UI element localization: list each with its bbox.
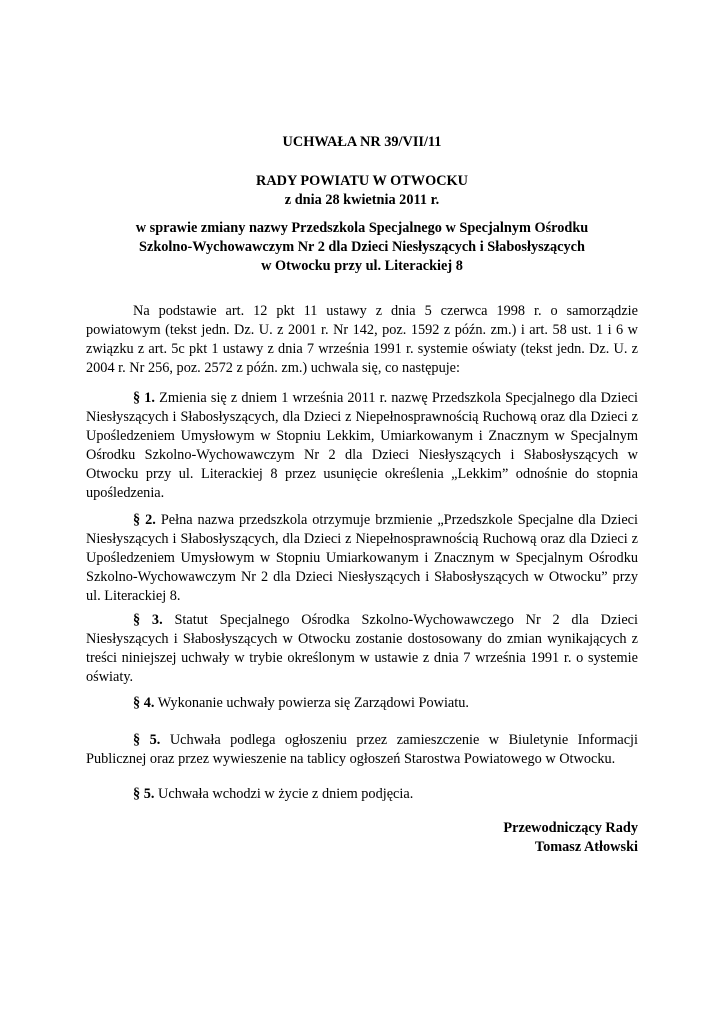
section-number: § 4. (133, 695, 155, 711)
section-text: Uchwała wchodzi w życie z dniem podjęcia. (158, 786, 414, 802)
section-6 (86, 785, 638, 804)
council-name: RADY POWIATU W OTWOCKU (256, 173, 468, 189)
section-text: Uchwała podlega ogłoszeniu przez zamieszczenie w Biuletynie Informacji Publicznej oraz przez wywieszenie na tablicy ogłoszeń Starostwa Powiatowego w Otwocku. (86, 732, 638, 767)
subject-line: w Otwocku przy ul. Literackiej 8 (261, 258, 463, 274)
resolution-title: UCHWAŁA NR 39/VII/11 (282, 134, 442, 150)
section-number: § 1. (133, 390, 155, 406)
section-number: § 2. (133, 512, 156, 528)
section-text: Zmienia się z dniem 1 września 2011 r. nazwę Przedszkola Specjalnego dla Dzieci Niesłyszących i Słabosłyszących, dla Dzieci z Niepełnosprawnością Ruchową oraz dla Dzieci z Upośledzeniem Umysłowym w Stopniu Lekkim, Umiarkowanym i Znacznym w Specjalnym Ośrodku Szkolno-Wychowawczym Nr 2 dla Dzieci Niesłyszących i Słabosłyszących w Otwocku przy ul. Literackiej 8 przez usunięcie określenia „Lekkim” odnośnie do stopnia upośledzenia. (86, 390, 638, 501)
section-2 (86, 511, 638, 606)
signatory-name: Tomasz Atłowski (534, 839, 638, 855)
section-1 (86, 389, 638, 503)
resolution-issuer-block (0, 172, 724, 210)
legal-basis-paragraph: Na podstawie art. 12 pkt 11 ustawy z dnia 5 czerwca 1998 r. o samorządzie powiatowym (tekst jedn. Dz. U. z 2001 r. Nr 142, poz. 1592 z późn. zm.) i art. 58 ust. 1 i 6 w związku z art. 5c pkt 1 ustawy z dnia 7 września 1991 r. systemie oświaty (tekst jedn. Dz. U. z 2004 r. Nr 256, poz. 2572 z późn. zm.) uchwala się, co następuje: (86, 303, 638, 376)
section-text: Statut Specjalnego Ośrodka Szkolno-Wychowawczego Nr 2 dla Dzieci Niesłyszących i Słabosłyszących w Otwocku zostanie dostosowany do zmian wynikających z treści niniejszej uchwały w trybie określonym w ustawie z dnia 7 września 1991 r. o systemie oświaty. (86, 612, 638, 685)
section-3 (86, 611, 638, 687)
section-number: § 3. (133, 612, 163, 628)
subject-line: Szkolno-Wychowawczym Nr 2 dla Dzieci Niesłyszących i Słabosłyszących (139, 239, 585, 255)
section-text: Wykonanie uchwały powierza się Zarządowi Powiatu. (157, 695, 469, 711)
signature-block (503, 819, 638, 857)
section-number: § 5. (133, 786, 155, 802)
section-number: § 5. (133, 732, 161, 748)
signatory-role: Przewodniczący Rady (503, 820, 638, 836)
resolution-subject (0, 219, 724, 276)
section-text: Pełna nazwa przedszkola otrzymuje brzmienie „Przedszkole Specjalne dla Dzieci Niesłyszących i Słabosłyszących, dla Dzieci z Niepełnosprawnością Ruchową oraz dla Dzieci z Upośledzeniem Umysłowym w Stopniu Umiarkowanym i Znacznym w Specjalnym Ośrodku Szkolno-Wychowawczym Nr 2 dla Dzieci Niesłyszących i Słabosłyszących w Otwocku” przy ul. Literackiej 8. (86, 512, 638, 604)
resolution-date: z dnia 28 kwietnia 2011 r. (284, 192, 440, 208)
subject-line: w sprawie zmiany nazwy Przedszkola Specjalnego w Specjalnym Ośrodku (135, 220, 589, 236)
section-5 (86, 731, 638, 769)
section-4 (86, 694, 638, 713)
